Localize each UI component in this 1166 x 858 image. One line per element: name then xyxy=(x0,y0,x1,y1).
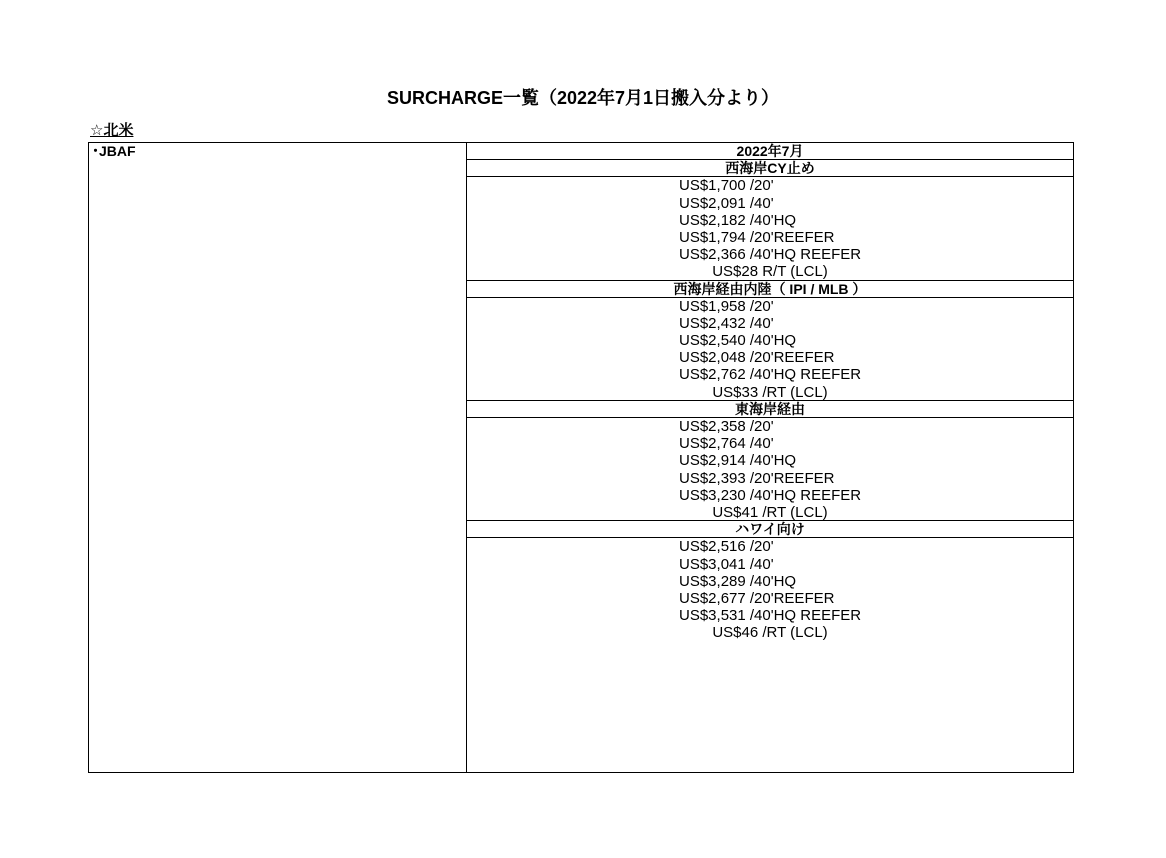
rate-row: US$2,182 /40'HQ xyxy=(679,211,797,229)
rate-row: US$3,289 /40'HQ xyxy=(679,572,797,590)
carrier-column xyxy=(89,143,467,772)
carrier-label: ･JBAF xyxy=(92,143,136,159)
lcl-rate-row: US$41 /RT (LCL) xyxy=(467,504,1073,521)
surcharge-table xyxy=(88,142,1074,773)
rate-row: US$3,531 /40'HQ REEFER xyxy=(679,607,862,625)
rate-row: US$1,794 /20'REEFER xyxy=(679,228,835,246)
rate-row: US$2,432 /40' xyxy=(679,314,774,332)
rate-row: US$1,700 /20' xyxy=(679,177,774,195)
rate-row: US$2,358 /20' xyxy=(679,418,774,435)
section-header: 西海岸CY止め xyxy=(467,160,1073,177)
rate-row: US$2,516 /20' xyxy=(679,538,774,556)
rate-row: US$2,762 /40'HQ REEFER xyxy=(679,366,862,384)
section-header: ハワイ向け xyxy=(467,521,1073,538)
section-block xyxy=(467,160,1073,280)
rate-row: US$2,366 /40'HQ REEFER xyxy=(679,246,862,264)
rate-row: US$2,914 /40'HQ xyxy=(679,452,797,470)
rate-row: US$2,048 /20'REEFER xyxy=(679,349,835,367)
rate-row: US$3,230 /40'HQ REEFER xyxy=(679,486,862,504)
rate-row: US$2,393 /20'REEFER xyxy=(679,469,835,487)
rate-row: US$3,041 /40' xyxy=(679,555,774,573)
section-block xyxy=(467,521,1073,641)
section-block xyxy=(467,281,1073,401)
rate-row: US$2,677 /20'REEFER xyxy=(679,589,835,607)
lcl-rate-row: US$46 /RT (LCL) xyxy=(712,624,828,642)
section-block xyxy=(467,401,1073,521)
section-header: 西海岸経由内陸（ IPI / MLB ） xyxy=(467,281,1073,298)
section-header: 東海岸経由 xyxy=(467,401,1073,418)
rates-column xyxy=(467,143,1073,641)
rate-row: US$2,764 /40' xyxy=(679,435,774,453)
region-heading: ☆北米 xyxy=(90,122,134,139)
lcl-rate-row: US$28 R/T (LCL) xyxy=(467,263,1073,280)
rate-row: US$2,091 /40' xyxy=(679,194,774,212)
page-title: SURCHARGE一覧（2022年7月1日搬入分より） xyxy=(386,88,780,108)
rate-row: US$2,540 /40'HQ xyxy=(679,332,797,350)
period-header: 2022年7月 xyxy=(467,143,1073,160)
rate-row: US$1,958 /20' xyxy=(679,297,774,315)
lcl-rate-row: US$33 /RT (LCL) xyxy=(467,384,1073,401)
